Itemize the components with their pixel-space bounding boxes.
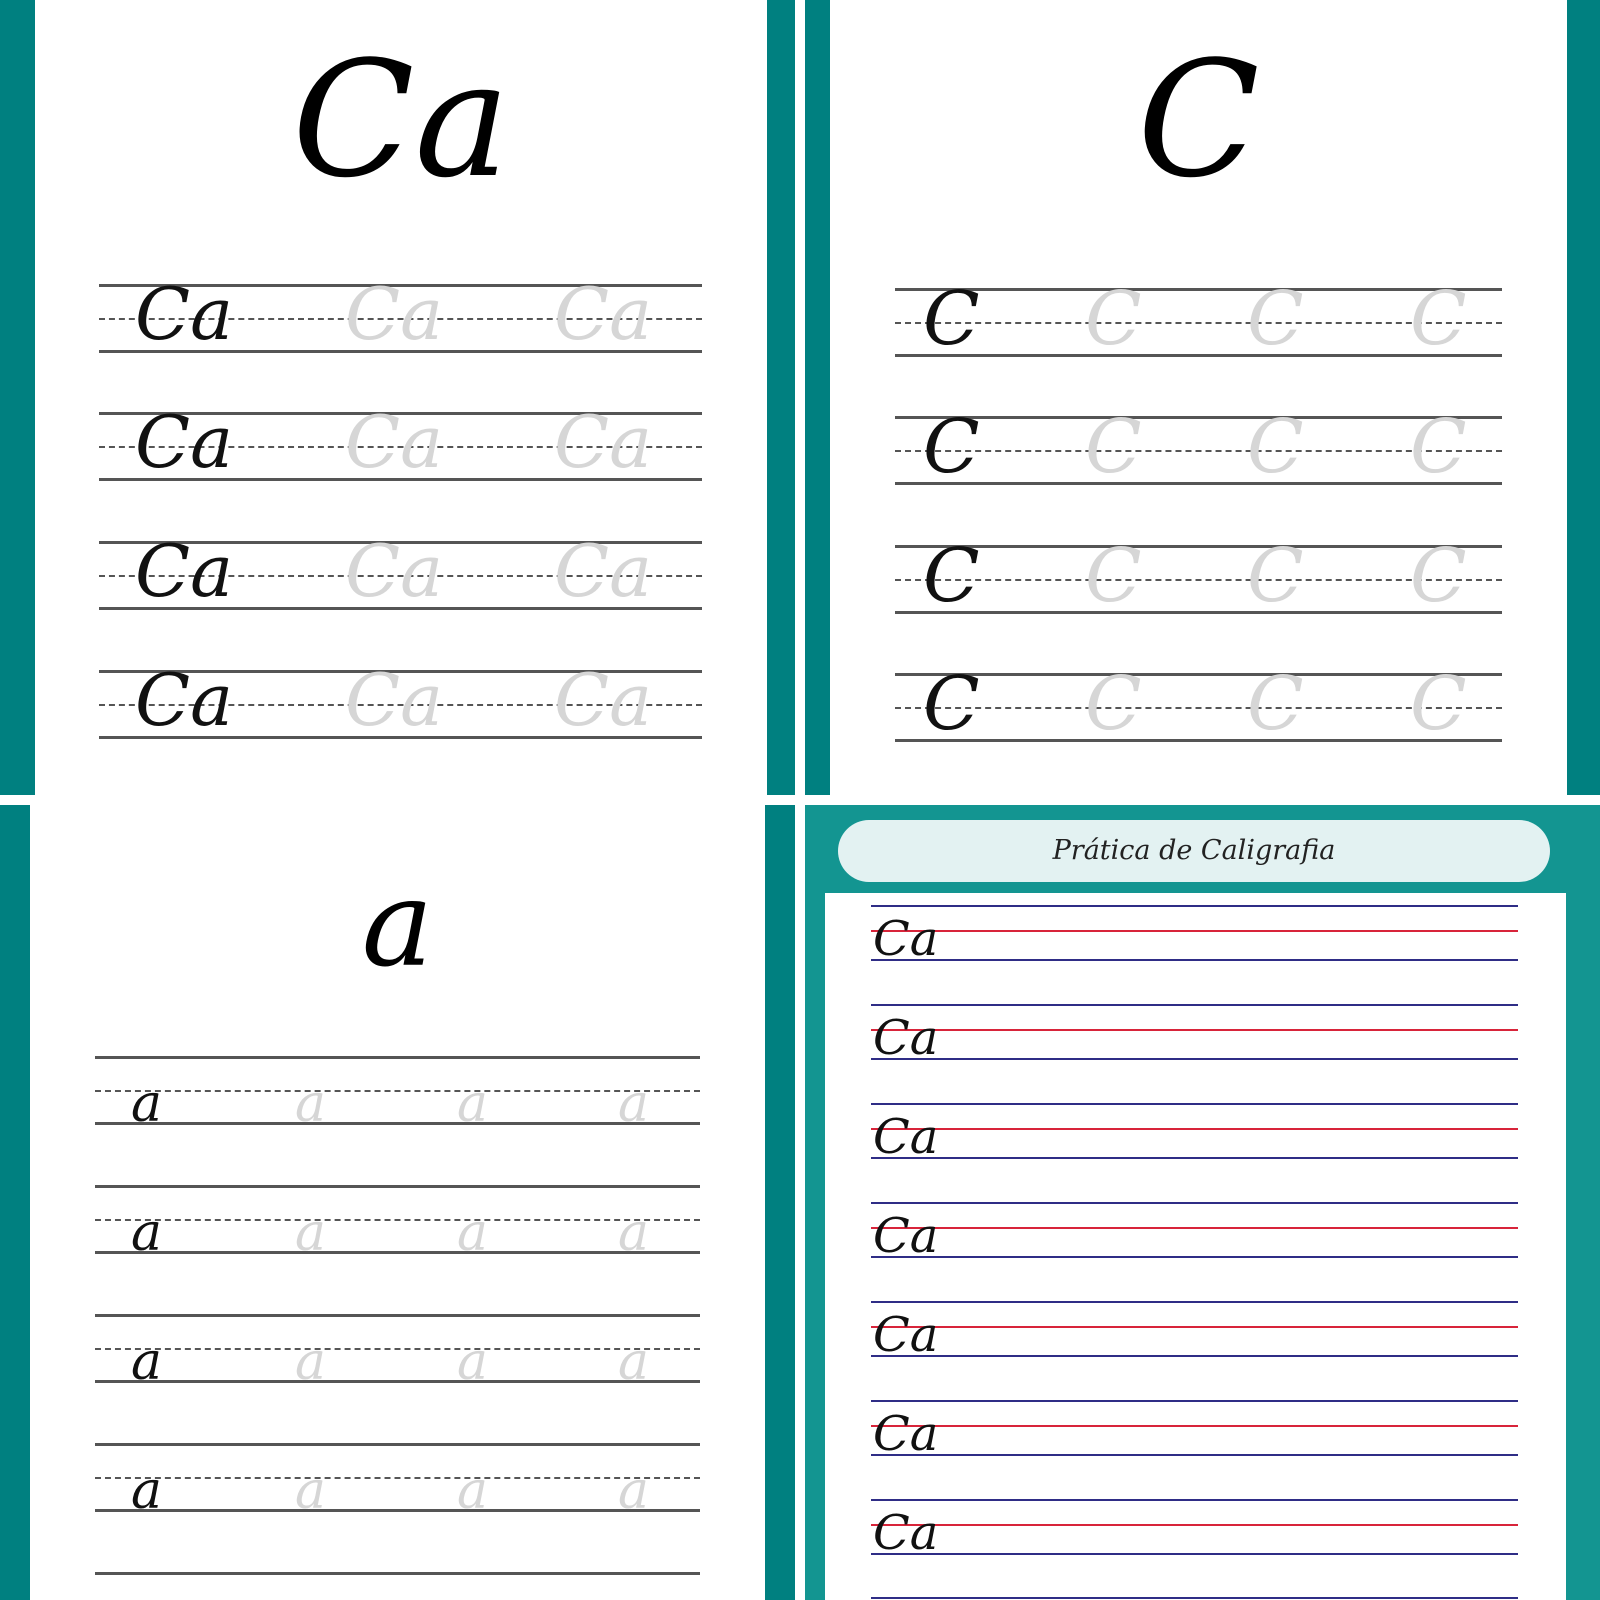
practice-row (871, 1400, 1518, 1460)
practice-model-letter: Ca (873, 1010, 939, 1066)
practice-row (871, 1004, 1518, 1064)
trace-letter: a (457, 1332, 489, 1392)
writing-row (99, 272, 702, 356)
mid-dashed-line (95, 1219, 700, 1221)
model-letter: C (923, 533, 980, 619)
base-line (95, 1251, 700, 1254)
teal-border-bottom-left (0, 805, 30, 1600)
trace-letter: C (1085, 404, 1142, 490)
base-blue-line (871, 1355, 1518, 1357)
model-letter: Ca (135, 272, 234, 356)
mid-dashed-line (95, 1090, 700, 1092)
practice-title: Prática de Caligrafia (838, 820, 1550, 882)
model-letter: a (131, 1332, 163, 1392)
top-blue-line (871, 905, 1518, 907)
red-mid-line (871, 1425, 1518, 1427)
model-letter: a (131, 1461, 163, 1521)
practice-sheet (825, 893, 1566, 1600)
sheet-heading: Ca (292, 26, 510, 213)
model-letter: Ca (135, 658, 234, 742)
trace-letter: Ca (554, 400, 653, 484)
trace-letter: C (1247, 404, 1304, 490)
model-letter: a (131, 1203, 163, 1263)
trace-letter: Ca (345, 658, 444, 742)
practice-model-letter: Ca (873, 1109, 939, 1165)
trace-letter: C (1085, 533, 1142, 619)
model-letter: C (923, 661, 980, 747)
trace-letter: C (1410, 661, 1467, 747)
red-mid-line (871, 1128, 1518, 1130)
trace-letter: a (618, 1332, 650, 1392)
writing-row (895, 404, 1502, 490)
top-blue-line (871, 1004, 1518, 1006)
teal-border-top-divider-left (767, 0, 795, 795)
red-mid-line (871, 1524, 1518, 1526)
trace-letter: C (1247, 533, 1304, 619)
model-letter: a (131, 1074, 163, 1134)
top-line (95, 1314, 700, 1317)
practice-row (871, 905, 1518, 965)
trace-letter: C (1410, 533, 1467, 619)
practice-model-letter: Ca (873, 1307, 939, 1363)
base-line (95, 1509, 700, 1512)
sheet-heading: a (361, 855, 434, 994)
trace-letter: C (1410, 276, 1467, 362)
practice-model-letter: Ca (873, 1505, 939, 1561)
trace-letter: a (618, 1203, 650, 1263)
base-blue-line (871, 1256, 1518, 1258)
trace-letter: C (1085, 276, 1142, 362)
model-letter: C (923, 404, 980, 490)
sheet-upper (830, 0, 1567, 795)
mid-dashed-line (95, 1477, 700, 1479)
trace-letter: a (295, 1332, 327, 1392)
writing-row (99, 400, 702, 484)
writing-row (95, 1185, 700, 1263)
trace-letter: Ca (345, 400, 444, 484)
top-blue-line (871, 1400, 1518, 1402)
trace-letter: a (457, 1461, 489, 1521)
trace-letter: a (295, 1461, 327, 1521)
base-blue-line (871, 1454, 1518, 1456)
top-line (95, 1185, 700, 1188)
base-line (95, 1122, 700, 1125)
teal-border-top-divider-right (805, 0, 830, 795)
practice-row (871, 1499, 1518, 1559)
writing-row (895, 533, 1502, 619)
trace-letter: Ca (345, 529, 444, 613)
teal-border-bottom-divider-left (765, 805, 795, 1600)
top-blue-line (871, 1301, 1518, 1303)
base-line (95, 1380, 700, 1383)
sheet-ca (35, 0, 767, 795)
trace-letter: C (1247, 276, 1304, 362)
trace-letter: C (1247, 661, 1304, 747)
top-blue-line (871, 1202, 1518, 1204)
red-mid-line (871, 930, 1518, 932)
trace-letter: a (618, 1461, 650, 1521)
trace-letter: a (457, 1203, 489, 1263)
model-letter: C (923, 276, 980, 362)
bottom-line (95, 1572, 700, 1575)
practice-row (871, 1103, 1518, 1163)
model-letter: Ca (135, 400, 234, 484)
base-blue-line (871, 1157, 1518, 1159)
writing-row (95, 1443, 700, 1521)
base-blue-line (871, 1553, 1518, 1555)
teal-border-top-left (0, 0, 35, 795)
model-letter: Ca (135, 529, 234, 613)
trace-letter: Ca (554, 529, 653, 613)
red-mid-line (871, 1227, 1518, 1229)
red-mid-line (871, 1029, 1518, 1031)
writing-row (99, 658, 702, 742)
top-blue-line (871, 1103, 1518, 1105)
trace-letter: Ca (345, 272, 444, 356)
top-line (95, 1443, 700, 1446)
writing-row (95, 1056, 700, 1134)
practice-model-letter: Ca (873, 1208, 939, 1264)
trace-letter: Ca (554, 272, 653, 356)
top-line (95, 1056, 700, 1059)
mid-dashed-line (95, 1348, 700, 1350)
bottom-blue-line (871, 1597, 1518, 1599)
trace-letter: Ca (554, 658, 653, 742)
top-blue-line (871, 1499, 1518, 1501)
trace-letter: a (618, 1074, 650, 1134)
trace-letter: a (457, 1074, 489, 1134)
practice-model-letter: Ca (873, 911, 939, 967)
trace-letter: C (1085, 661, 1142, 747)
red-mid-line (871, 1326, 1518, 1328)
trace-letter: a (295, 1074, 327, 1134)
writing-row (95, 1314, 700, 1392)
trace-letter: C (1410, 404, 1467, 490)
practice-row (871, 1202, 1518, 1262)
base-blue-line (871, 1058, 1518, 1060)
trace-letter: a (295, 1203, 327, 1263)
sheet-lower (30, 805, 765, 1600)
sheet-heading: C (1137, 26, 1260, 213)
practice-model-letter: Ca (873, 1406, 939, 1462)
writing-row (895, 276, 1502, 362)
practice-row (871, 1301, 1518, 1361)
base-blue-line (871, 959, 1518, 961)
teal-border-top-right (1567, 0, 1600, 795)
writing-row (895, 661, 1502, 747)
writing-row (99, 529, 702, 613)
